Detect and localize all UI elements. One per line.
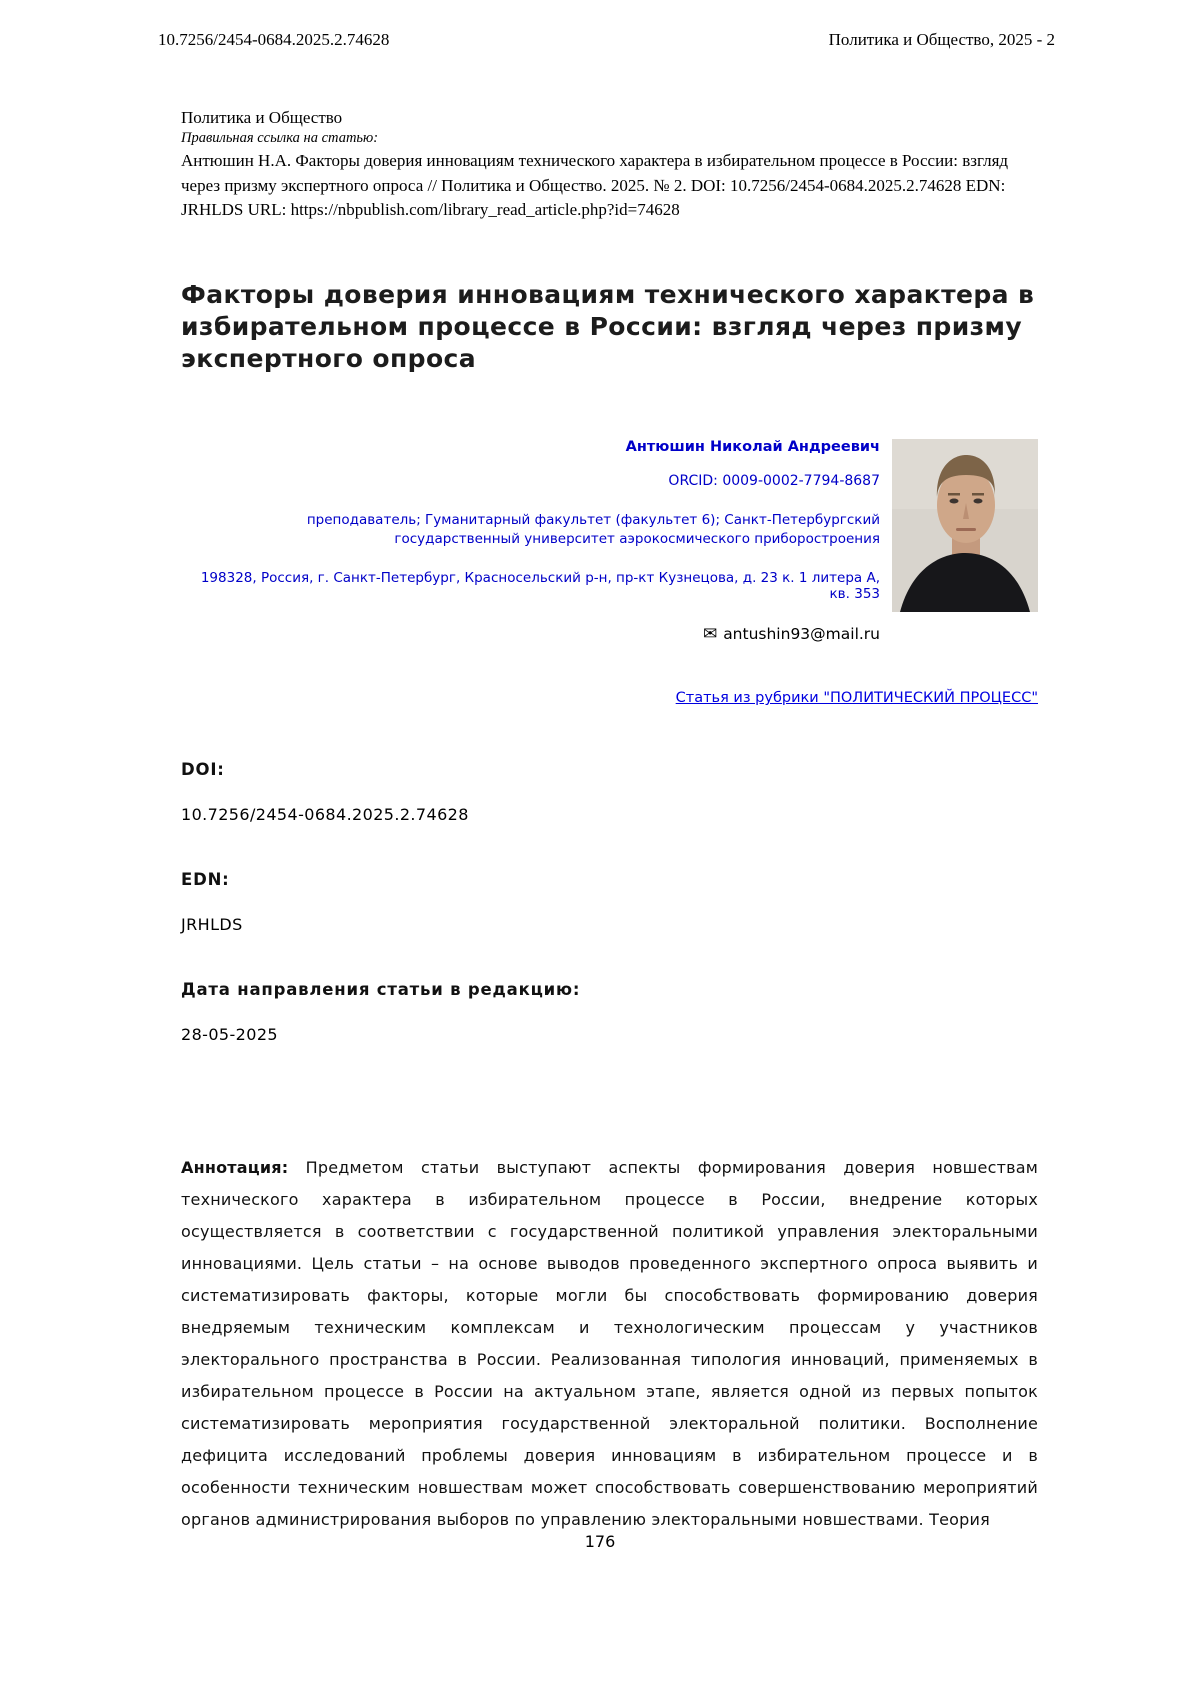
edn-label: EDN:: [181, 870, 230, 890]
author-name: Антюшин Николай Андреевич: [625, 438, 880, 455]
author-orcid: ORCID: 0009-0002-7794-8687: [668, 472, 880, 489]
journal-name: Политика и Общество: [181, 108, 343, 127]
header-journal-issue: Политика и Общество, 2025 - 2: [828, 30, 1055, 49]
envelope-icon: ✉: [702, 624, 718, 645]
citation-label: Правильная ссылка на статью:: [181, 130, 379, 146]
meta-date-section: [181, 980, 1038, 1044]
page-number: 176: [584, 1532, 616, 1551]
author-email-row: [181, 624, 880, 644]
header-doi: 10.7256/2454-0684.2025.2.74628: [158, 30, 390, 49]
author-email-link[interactable]: antushin93@mail.ru: [723, 625, 880, 644]
article-title: Факторы доверия инновациям технического характера в избирательном процессе в России: взгляд через призму экспертного опроса: [181, 279, 1035, 373]
author-photo: [892, 439, 1038, 612]
meta-edn-section: [181, 870, 1038, 934]
author-address: 198328, Россия, г. Санкт-Петербург, Красносельский р-н, пр-кт Кузнецова, д. 23 к. 1 литера А, кв. 353: [200, 570, 880, 603]
rubric-row: [181, 690, 1038, 706]
submission-date-label: Дата направления статьи в редакцию:: [181, 980, 581, 1000]
abstract-label: Аннотация:: [181, 1158, 289, 1178]
citation-text: Антюшин Н.А. Факторы доверия инновациям технического характера в избирательном процессе в России: взгляд через призму экспертного опроса // Политика и Общество. 2025. № 2. DOI: 10.7256/2454-0684.2025.2.74628 EDN: JRHLDS URL: https://nbpublish.com/library_read_article.php?id=74628: [181, 151, 1009, 220]
rubric-link[interactable]: Статья из рубрики "ПОЛИТИЧЕСКИЙ ПРОЦЕСС": [675, 690, 1038, 707]
meta-doi-section: [181, 760, 1038, 824]
doi-label: DOI:: [181, 760, 225, 780]
doi-value: 10.7256/2454-0684.2025.2.74628: [181, 805, 469, 825]
author-block: [181, 439, 1038, 644]
abstract-text: Предметом статьи выступают аспекты формирования доверия новшествам технического характера в избирательном процессе в России, внедрение которых осуществляется в соответствии с государственной политикой управления электоральными инновациями. Цель статьи – на основе выводов проведенного экспертного опроса выявить и систематизировать факторы, которые могли бы способствовать формированию доверия внедряемым техническим комплексам и технологическим процессам у участников электорального пространства в России. Реализованная типология инноваций, применяемых в избирательном процессе в России на актуальном этапе, является одной из первых попыток систематизировать мероприятия государственной электоральной политики. Восполнение дефицита исследований проблемы доверия инновациям в избирательном процессе и в особенности техническим новшествам может способствовать совершенствованию мероприятий органов администрирования выборов по управлению электоральными новшествами. Теория: [181, 1158, 1038, 1530]
content-column: [0, 108, 1200, 1536]
edn-value: JRHLDS: [181, 915, 243, 935]
author-info: [181, 439, 892, 644]
author-portrait-image: [892, 439, 1038, 612]
abstract-paragraph: [181, 1152, 1038, 1536]
author-affiliation: преподаватель; Гуманитарный факультет (факультет 6); Санкт-Петербургский государственный университет аэрокосмического приборостроения: [306, 511, 880, 548]
running-header: [0, 0, 1200, 50]
submission-date-value: 28-05-2025: [181, 1025, 278, 1045]
